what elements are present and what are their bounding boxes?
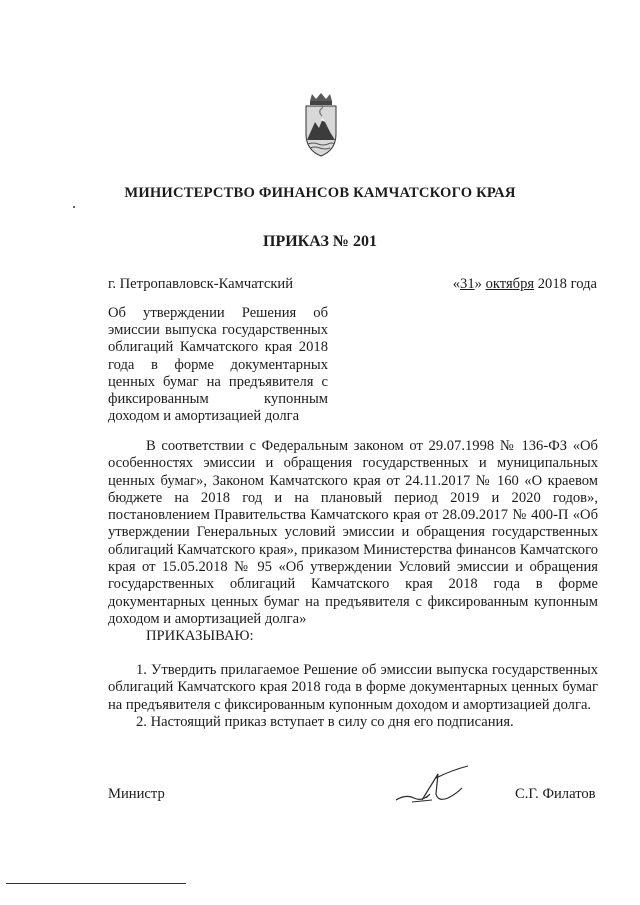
handwritten-signature — [392, 764, 472, 808]
subject-line: эмиссии выпуска государственных — [108, 322, 328, 339]
scan-speck — [73, 206, 75, 208]
order-item: 1. Утвердить прилагаемое Решение об эмиссии выпуска государственных облигаций Камчатского края 2018 года в форме документарных ценных бумаг на предъявителя с фиксированным купонным доходом и амортизацией долга. — [108, 662, 598, 713]
signer-name: С.Г. Филатов — [515, 786, 596, 802]
date-year: 2018 года — [537, 276, 597, 292]
date-day: 31 — [460, 276, 475, 292]
subject-line: года в форме документарных — [108, 356, 328, 373]
subject-line: облигаций Камчатского края 2018 — [108, 339, 328, 356]
coat-of-arms-icon — [300, 92, 342, 160]
issue-date — [430, 276, 597, 293]
subject-line: доходом и амортизацией долга — [108, 408, 300, 425]
date-close-quote: » — [474, 276, 482, 292]
order-items — [108, 662, 598, 731]
order-subject — [108, 305, 328, 425]
subject-line: ценных бумаг на предъявителя с — [108, 373, 328, 390]
date-month: октября — [485, 276, 535, 292]
issue-city: г. Петропавловск-Камчатский — [108, 276, 294, 292]
signer-role: Министр — [108, 786, 165, 802]
date-open-quote: « — [452, 276, 461, 292]
footer-divider — [6, 883, 186, 884]
preamble-paragraph: В соответствии с Федеральным законом от 29.07.1998 № 136-ФЗ «Об особенностях эмиссии и обращения государственных и муниципальных ценных бумаг», Законом Камчатского края от 24.11.2017 № 160 «О краевом бюджете на 2018 год и на плановый период 2019 и 2020 годов», постановлением Правительства Камчатского края от 28.09.2017 № 400-П «Об утверждении Генеральных условий эмиссии и обращения государственных облигаций Камчатского края», приказом Министерства финансов Камчатского края от 15.05.2018 № 95 «Об утверждении Условий эмиссии и обращения государственных облигаций Камчатского края 2018 года в форме документарных ценных бумаг на предъявителя с фиксированным купонным доходом и амортизацией долга» — [108, 438, 598, 627]
order-item: 2. Настоящий приказ вступает в силу со дня его подписания. — [136, 713, 514, 730]
subject-line: Об утверждении Решения об — [108, 305, 328, 321]
subject-line: фиксированным купонным — [108, 391, 328, 408]
order-directive: ПРИКАЗЫВАЮ: — [146, 628, 254, 644]
order-title: ПРИКАЗ № 201 — [263, 233, 377, 250]
ministry-name: МИНИСТЕРСТВО ФИНАНСОВ КАМЧАТСКОГО КРАЯ — [124, 185, 516, 201]
